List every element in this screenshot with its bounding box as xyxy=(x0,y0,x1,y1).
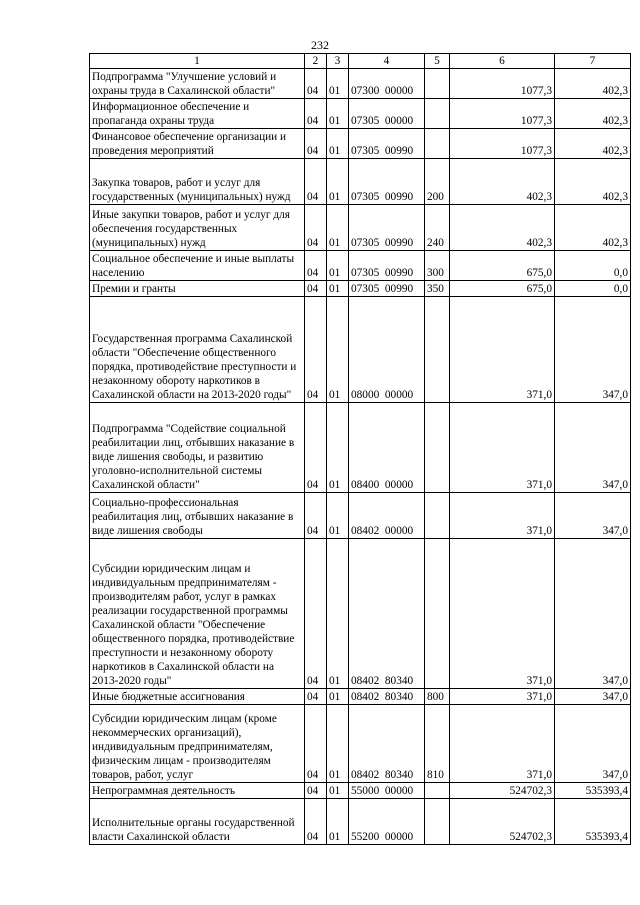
cell-c4: 07305 00990 xyxy=(349,205,425,251)
cell-c6: 371,0 xyxy=(450,705,555,783)
table-row xyxy=(90,205,631,251)
cell-c4: 08402 80340 xyxy=(349,705,425,783)
column-header-row xyxy=(90,54,631,69)
cell-c7: 347,0 xyxy=(555,689,631,705)
budget-table xyxy=(89,53,631,845)
table-row xyxy=(90,159,631,205)
cell-c7: 347,0 xyxy=(555,297,631,403)
column-header: 5 xyxy=(425,54,450,69)
cell-c5: 350 xyxy=(425,281,450,297)
cell-c5 xyxy=(425,129,450,159)
cell-c3: 01 xyxy=(327,689,349,705)
column-header: 7 xyxy=(555,54,631,69)
cell-c5 xyxy=(425,69,450,99)
cell-c5: 810 xyxy=(425,705,450,783)
page-number: 232 xyxy=(311,38,329,52)
cell-c7: 535393,4 xyxy=(555,783,631,799)
row-label: Финансовое обеспечение организации и проведения мероприятий xyxy=(90,129,305,159)
row-label: Информационное обеспечение и пропаганда охраны труда xyxy=(90,99,305,129)
row-label: Социально-профессиональная реабилитация лиц, отбывших наказание в виде лишения свободы xyxy=(90,493,305,539)
table-row xyxy=(90,539,631,689)
cell-c2: 04 xyxy=(305,297,327,403)
table-row xyxy=(90,297,631,403)
column-header: 1 xyxy=(90,54,305,69)
cell-c2: 04 xyxy=(305,281,327,297)
cell-c6: 402,3 xyxy=(450,205,555,251)
table-row xyxy=(90,799,631,845)
cell-c2: 04 xyxy=(305,99,327,129)
cell-c7: 0,0 xyxy=(555,251,631,281)
cell-c2: 04 xyxy=(305,493,327,539)
row-label: Исполнительные органы государственной власти Сахалинской области xyxy=(90,799,305,845)
cell-c2: 04 xyxy=(305,689,327,705)
cell-c2: 04 xyxy=(305,159,327,205)
cell-c6: 1077,3 xyxy=(450,69,555,99)
cell-c6: 371,0 xyxy=(450,539,555,689)
cell-c4: 08000 00000 xyxy=(349,297,425,403)
cell-c5 xyxy=(425,783,450,799)
cell-c5 xyxy=(425,297,450,403)
row-label: Подпрограмма "Улучшение условий и охраны труда в Сахалинской области" xyxy=(90,69,305,99)
cell-c3: 01 xyxy=(327,99,349,129)
cell-c7: 402,3 xyxy=(555,69,631,99)
column-header: 6 xyxy=(450,54,555,69)
cell-c4: 08402 80340 xyxy=(349,539,425,689)
cell-c5: 300 xyxy=(425,251,450,281)
cell-c2: 04 xyxy=(305,799,327,845)
cell-c3: 01 xyxy=(327,69,349,99)
cell-c4: 07305 00000 xyxy=(349,99,425,129)
cell-c4: 08402 00000 xyxy=(349,493,425,539)
cell-c3: 01 xyxy=(327,159,349,205)
cell-c3: 01 xyxy=(327,705,349,783)
cell-c3: 01 xyxy=(327,297,349,403)
cell-c6: 524702,3 xyxy=(450,783,555,799)
cell-c7: 347,0 xyxy=(555,705,631,783)
cell-c5 xyxy=(425,403,450,493)
cell-c6: 524702,3 xyxy=(450,799,555,845)
cell-c2: 04 xyxy=(305,539,327,689)
table-row xyxy=(90,281,631,297)
cell-c3: 01 xyxy=(327,251,349,281)
table-row xyxy=(90,493,631,539)
cell-c4: 55000 00000 xyxy=(349,783,425,799)
table-row xyxy=(90,689,631,705)
cell-c3: 01 xyxy=(327,799,349,845)
row-label: Иные бюджетные ассигнования xyxy=(90,689,305,705)
cell-c3: 01 xyxy=(327,403,349,493)
cell-c7: 402,3 xyxy=(555,159,631,205)
cell-c6: 371,0 xyxy=(450,403,555,493)
cell-c6: 402,3 xyxy=(450,159,555,205)
row-label: Субсидии юридическим лицам (кроме некоммерческих организаций), индивидуальным предпринимателям, физическим лицам - производителям товаров, работ, услуг xyxy=(90,705,305,783)
cell-c3: 01 xyxy=(327,539,349,689)
column-header: 3 xyxy=(327,54,349,69)
cell-c7: 347,0 xyxy=(555,403,631,493)
row-label: Субсидии юридическим лицам и индивидуальным предпринимателям - производителям работ, услуг в рамках реализации государственной программы Сахалинской области "Обеспечение общественного порядка, противодействие преступности и незаконному обороту наркотиков в Сахалинской области на 2013-2020 годы" xyxy=(90,539,305,689)
cell-c4: 55200 00000 xyxy=(349,799,425,845)
cell-c6: 371,0 xyxy=(450,297,555,403)
cell-c7: 402,3 xyxy=(555,129,631,159)
cell-c7: 402,3 xyxy=(555,205,631,251)
cell-c2: 04 xyxy=(305,403,327,493)
row-label: Иные закупки товаров, работ и услуг для обеспечения государственных (муниципальных) нужд xyxy=(90,205,305,251)
cell-c4: 07305 00990 xyxy=(349,251,425,281)
row-label: Закупка товаров, работ и услуг для государственных (муниципальных) нужд xyxy=(90,159,305,205)
cell-c6: 371,0 xyxy=(450,493,555,539)
cell-c5 xyxy=(425,799,450,845)
cell-c5 xyxy=(425,539,450,689)
table-row xyxy=(90,69,631,99)
cell-c3: 01 xyxy=(327,281,349,297)
cell-c6: 1077,3 xyxy=(450,99,555,129)
row-label: Подпрограмма "Содействие социальной реабилитации лиц, отбывших наказание в виде лишения свободы, и развитию уголовно-исполнительной системы Сахалинской области" xyxy=(90,403,305,493)
cell-c5: 200 xyxy=(425,159,450,205)
cell-c2: 04 xyxy=(305,783,327,799)
cell-c3: 01 xyxy=(327,205,349,251)
cell-c2: 04 xyxy=(305,205,327,251)
cell-c3: 01 xyxy=(327,783,349,799)
table-row xyxy=(90,403,631,493)
cell-c5 xyxy=(425,493,450,539)
cell-c5: 240 xyxy=(425,205,450,251)
cell-c2: 04 xyxy=(305,251,327,281)
cell-c4: 08400 00000 xyxy=(349,403,425,493)
cell-c7: 0,0 xyxy=(555,281,631,297)
cell-c4: 07305 00990 xyxy=(349,159,425,205)
table-row xyxy=(90,129,631,159)
cell-c4: 07305 00990 xyxy=(349,129,425,159)
cell-c2: 04 xyxy=(305,69,327,99)
cell-c6: 371,0 xyxy=(450,689,555,705)
table-row xyxy=(90,99,631,129)
row-label: Социальное обеспечение и иные выплаты населению xyxy=(90,251,305,281)
column-header: 2 xyxy=(305,54,327,69)
table-row xyxy=(90,783,631,799)
cell-c2: 04 xyxy=(305,129,327,159)
cell-c3: 01 xyxy=(327,129,349,159)
cell-c7: 347,0 xyxy=(555,493,631,539)
cell-c2: 04 xyxy=(305,705,327,783)
cell-c7: 535393,4 xyxy=(555,799,631,845)
cell-c4: 08402 80340 xyxy=(349,689,425,705)
cell-c6: 675,0 xyxy=(450,251,555,281)
cell-c7: 402,3 xyxy=(555,99,631,129)
cell-c4: 07305 00990 xyxy=(349,281,425,297)
cell-c6: 675,0 xyxy=(450,281,555,297)
cell-c5: 800 xyxy=(425,689,450,705)
cell-c6: 1077,3 xyxy=(450,129,555,159)
cell-c5 xyxy=(425,99,450,129)
table-row xyxy=(90,251,631,281)
cell-c4: 07300 00000 xyxy=(349,69,425,99)
row-label: Премии и гранты xyxy=(90,281,305,297)
row-label: Государственная программа Сахалинской области "Обеспечение общественного порядка, противодействие преступности и незаконному обороту наркотиков в Сахалинской области на 2013-2020 годы" xyxy=(90,297,305,403)
cell-c3: 01 xyxy=(327,493,349,539)
cell-c7: 347,0 xyxy=(555,539,631,689)
table-row xyxy=(90,705,631,783)
column-header: 4 xyxy=(349,54,425,69)
row-label: Непрограммная деятельность xyxy=(90,783,305,799)
